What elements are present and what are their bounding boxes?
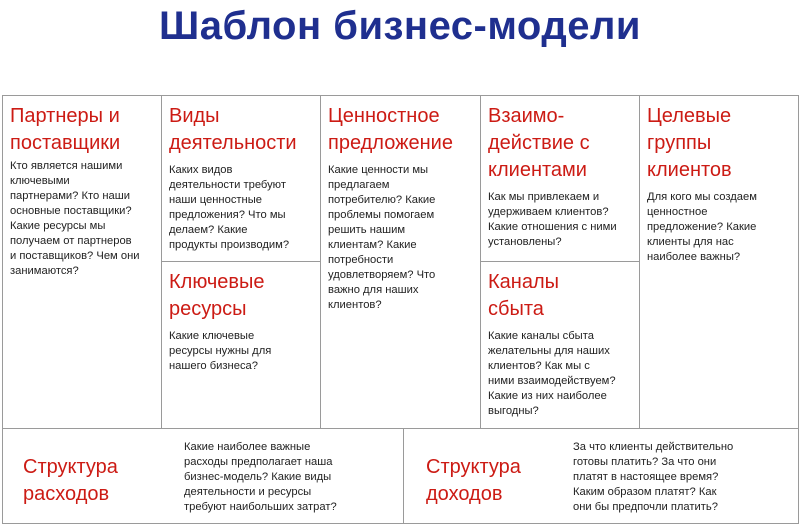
block-resources — [162, 262, 321, 429]
block-customer-relations — [481, 96, 640, 262]
block-customer-segments — [640, 96, 798, 429]
block-revenue-heading: Структура доходов — [426, 456, 521, 505]
block-partners-heading: Партнеры и поставщики — [10, 105, 121, 154]
block-costs-heading: Структура расходов — [23, 456, 118, 505]
block-relations-text: Как мы привлекаем и удерживаем клиентов? Какие отношения с ними установлены? — [488, 191, 617, 248]
block-channels-text: Какие каналы сбыта желательны для наших клиентов? Как мы с ними взаимодействуем? Какие из них наиболее выгодны? — [488, 330, 616, 417]
block-channels — [481, 262, 640, 429]
block-channels-heading: Каналы сбыта — [488, 271, 559, 320]
block-value-text: Какие ценности мы предлагаем потребителю? Какие проблемы помогаем решить нашим клиентам? Какие потребности удовлетворяем? Что важно для наших клиентов? — [328, 164, 436, 311]
block-segments-text: Для кого мы создаем ценностное предложение? Какие клиенты для нас наиболее важны? — [647, 191, 757, 263]
block-activities — [162, 96, 321, 262]
block-value-proposition — [321, 96, 481, 429]
block-relations-heading: Взаимо- действие с клиентами — [488, 105, 590, 181]
block-value-heading: Ценностное предложение — [328, 105, 453, 154]
block-segments-heading: Целевые группы клиентов — [647, 105, 732, 181]
block-revenue-streams — [404, 429, 798, 523]
block-partners — [3, 96, 162, 429]
block-activities-heading: Виды деятельности — [169, 105, 297, 154]
block-cost-structure — [3, 429, 404, 523]
block-revenue-text: За что клиенты действительно готовы платить? За что они платят в настоящее время? Каким образом платят? Как они бы предпочли платить? — [573, 441, 734, 513]
business-model-canvas — [2, 95, 799, 524]
block-resources-text: Какие ключевые ресурсы нужны для нашего бизнеса? — [169, 330, 272, 372]
block-costs-text: Какие наиболее важные расходы предполагает наша бизнес-модель? Какие виды деятельности и ресурсы требуют наибольших затрат? — [184, 441, 337, 513]
block-activities-text: Каких видов деятельности требуют наши ценностные предложения? Что мы делаем? Какие продукты производим? — [169, 164, 290, 251]
block-resources-heading: Ключевые ресурсы — [169, 271, 265, 320]
block-partners-text: Кто является нашими ключевыми партнерами? Кто наши основные поставщики? Какие ресурсы мы получаем от партнеров и поставщиков? Чем они занимаются? — [10, 160, 140, 277]
page-title: Шаблон бизнес-модели — [159, 4, 641, 48]
